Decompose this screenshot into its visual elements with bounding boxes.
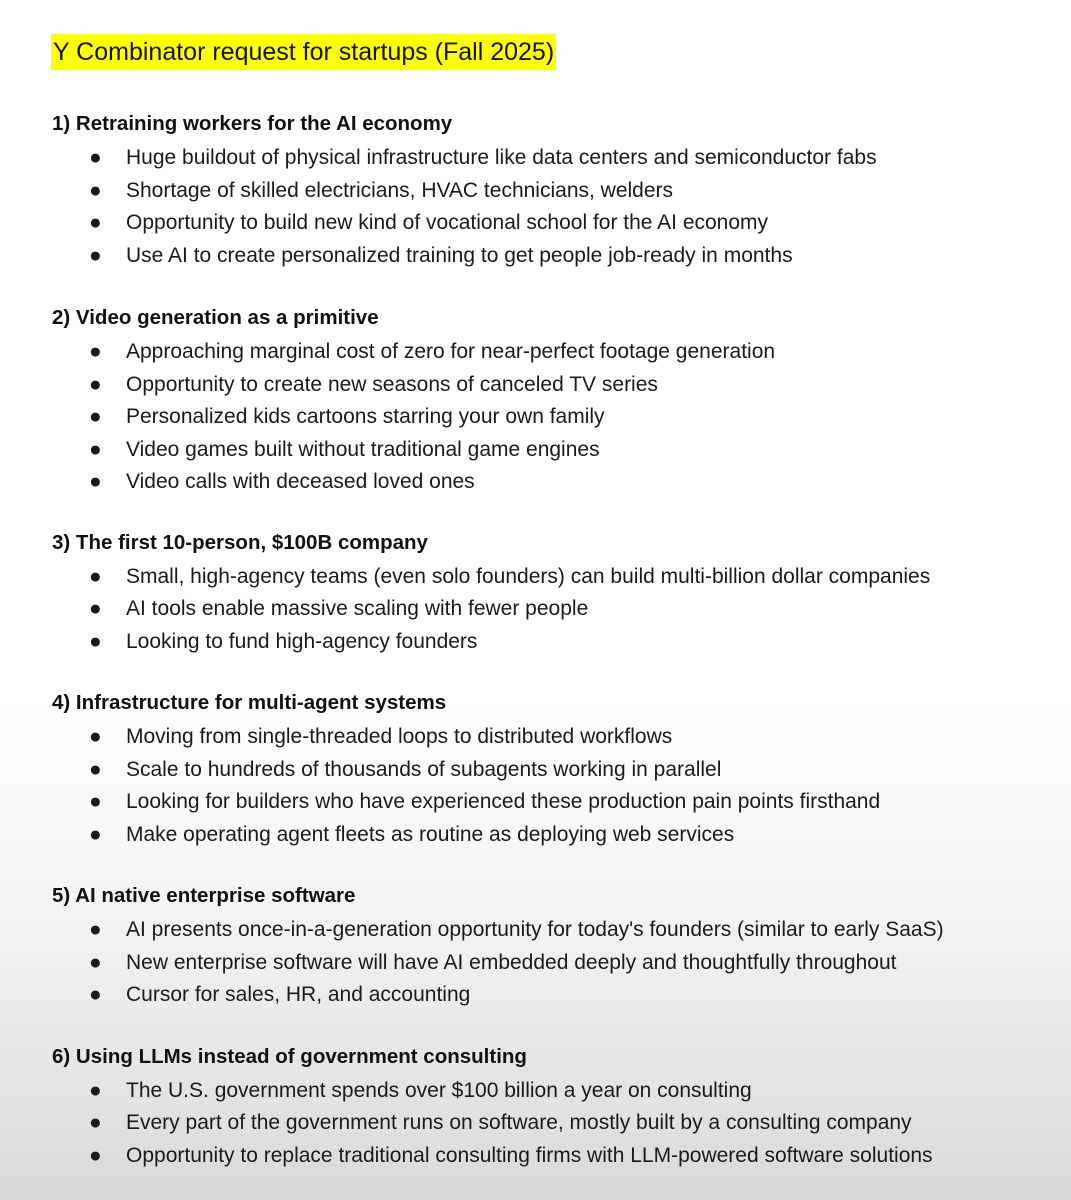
section-video-generation: [52, 304, 1052, 499]
list-item-text: Shortage of skilled electricians, HVAC technicians, welders: [126, 178, 674, 202]
bullet-icon: ●: [89, 725, 102, 748]
list-item: [52, 207, 1052, 240]
bullet-icon: ●: [89, 597, 102, 620]
section-heading: 1) Retraining workers for the AI economy: [52, 112, 453, 135]
list-item: [52, 142, 1052, 175]
list-item-text: Video calls with deceased loved ones: [126, 470, 475, 493]
bullet-icon: ●: [89, 564, 102, 588]
list-item-text: Moving from single-threaded loops to distributed workflows: [126, 725, 673, 748]
section-ten-person-company: [52, 529, 1052, 659]
list-item: [52, 914, 1052, 947]
list-item: [52, 466, 1052, 499]
bullet-icon: ●: [89, 950, 102, 974]
section-heading: 4) Infrastructure for multi-agent systems: [52, 691, 447, 714]
list-item: [52, 434, 1052, 467]
bullet-icon: ●: [89, 757, 102, 781]
bullet-icon: ●: [89, 405, 102, 428]
bullet-icon: ●: [89, 1111, 102, 1134]
bullet-list: [52, 914, 1052, 1012]
list-item: [52, 369, 1052, 402]
list-item-text: Cursor for sales, HR, and accounting: [126, 983, 471, 1006]
bullet-icon: ●: [89, 211, 102, 234]
section-heading: 6) Using LLMs instead of government consulting: [52, 1044, 527, 1068]
bullet-icon: ●: [89, 1143, 102, 1167]
list-item-text: Personalized kids cartoons starring your own family: [126, 405, 605, 428]
bullet-icon: ●: [89, 470, 102, 493]
bullet-list: [52, 336, 1052, 499]
list-item-text: AI tools enable massive scaling with fewer people: [126, 597, 589, 620]
list-item-text: Video games built without traditional game engines: [126, 437, 600, 461]
list-item: [52, 1107, 1052, 1140]
section-heading: 2) Video generation as a primitive: [52, 306, 379, 329]
list-item: [52, 947, 1052, 980]
section-heading: 5) AI native enterprise software: [52, 884, 356, 907]
document: [52, 34, 1052, 1172]
document-title: Y Combinator request for startups (Fall 2025): [51, 34, 556, 70]
section-heading: 3) The first 10-person, $100B company: [52, 530, 428, 554]
list-item-text: AI presents once-in-a-generation opportunity for today's founders (similar to early SaaS): [126, 918, 944, 941]
list-item: [52, 401, 1052, 434]
bullet-icon: ●: [89, 629, 102, 653]
list-item-text: Looking to fund high-agency founders: [126, 629, 478, 653]
list-item: [52, 786, 1052, 819]
list-item: [52, 819, 1052, 852]
list-item-text: Opportunity to create new seasons of canceled TV series: [126, 372, 658, 396]
list-item-text: Use AI to create personalized training to get people job-ready in months: [126, 243, 793, 267]
bullet-icon: ●: [89, 822, 102, 846]
list-item: [52, 1075, 1052, 1108]
list-item: [52, 626, 1052, 659]
list-item-text: Every part of the government runs on software, mostly built by a consulting company: [126, 1111, 912, 1134]
list-item: [52, 754, 1052, 787]
section-ai-native-enterprise: [52, 882, 1052, 1012]
bullet-list: [52, 142, 1052, 272]
list-item: [52, 1140, 1052, 1173]
bullet-icon: ●: [89, 1078, 102, 1102]
section-retraining-workers: [52, 110, 1052, 272]
list-item: [52, 593, 1052, 626]
list-item-text: New enterprise software will have AI embedded deeply and thoughtfully throughout: [126, 950, 897, 974]
bullet-icon: ●: [89, 918, 102, 941]
list-item-text: Make operating agent fleets as routine as deploying web services: [126, 822, 735, 846]
bullet-list: [52, 1075, 1052, 1173]
section-multi-agent-infrastructure: [52, 689, 1052, 851]
section-llms-government-consulting: [52, 1043, 1052, 1173]
bullet-icon: ●: [89, 340, 102, 363]
bullet-icon: ●: [89, 178, 102, 202]
list-item: [52, 979, 1052, 1012]
list-item: [52, 561, 1052, 594]
list-item-text: Looking for builders who have experienced these production pain points firsthand: [126, 790, 881, 813]
bullet-icon: ●: [89, 437, 102, 461]
bullet-icon: ●: [89, 146, 102, 169]
list-item: [52, 240, 1052, 273]
list-item-text: Scale to hundreds of thousands of subagents working in parallel: [126, 757, 722, 781]
bullet-list: [52, 561, 1052, 659]
bullet-icon: ●: [89, 983, 102, 1006]
bullet-list: [52, 721, 1052, 851]
list-item-text: The U.S. government spends over $100 billion a year on consulting: [126, 1078, 752, 1102]
bullet-icon: ●: [89, 243, 102, 267]
list-item-text: Small, high-agency teams (even solo founders) can build multi-billion dollar companies: [126, 564, 931, 588]
list-item-text: Opportunity to build new kind of vocational school for the AI economy: [126, 211, 769, 234]
list-item-text: Huge buildout of physical infrastructure like data centers and semiconductor fabs: [126, 146, 877, 169]
list-item: [52, 721, 1052, 754]
list-item: [52, 175, 1052, 208]
list-item-text: Approaching marginal cost of zero for near-perfect footage generation: [126, 340, 776, 363]
bullet-icon: ●: [89, 372, 102, 396]
list-item-text: Opportunity to replace traditional consulting firms with LLM-powered software solutions: [126, 1143, 933, 1167]
bullet-icon: ●: [89, 790, 102, 813]
list-item: [52, 336, 1052, 369]
